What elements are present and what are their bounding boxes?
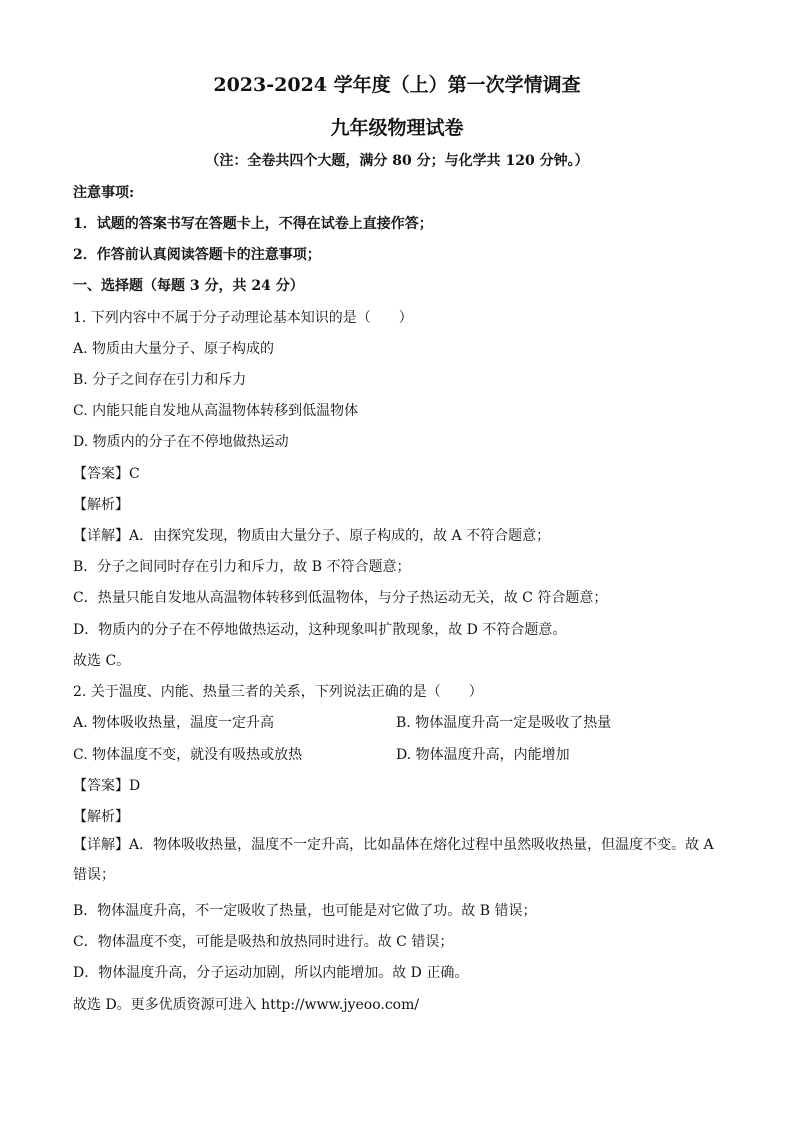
exam-note: （注：全卷共四个大题，满分 80 分；与化学共 120 分钟。） bbox=[205, 153, 589, 169]
q2-conclusion-line bbox=[73, 994, 419, 1014]
notice-item-1: 1．试题的答案书写在答题卡上，不得在试卷上直接作答； bbox=[73, 216, 433, 232]
q1-option-b: B. 分子之间存在引力和斥力 bbox=[73, 372, 247, 388]
q2-stem: 2. 关于温度、内能、热量三者的关系，下列说法正确的是（ ） bbox=[73, 684, 483, 700]
q1-conclusion: 故选 C。 bbox=[73, 653, 131, 669]
q2-option-c: C. 物体温度不变，就没有吸热或放热 bbox=[73, 747, 303, 763]
q1-stem: 1. 下列内容中不属于分子动理论基本知识的是（ ） bbox=[73, 310, 413, 326]
q2-answer: 【答案】D bbox=[73, 778, 141, 794]
q1-answer: 【答案】C bbox=[73, 466, 140, 482]
q2-detail-a: 【详解】A．物体吸收热量，温度不一定升高，比如晶体在熔化过程中虽然吸收热量，但温度不变。故 A 错误； bbox=[73, 837, 714, 883]
q1-detail-b: B．分子之间同时存在引力和斥力，故 B 不符合题意； bbox=[73, 559, 411, 575]
q1-option-d: D. 物质内的分子在不停地做热运动 bbox=[73, 434, 289, 450]
q1-option-c: C. 内能只能自发地从高温物体转移到低温物体 bbox=[73, 403, 359, 419]
q2-option-a: A. 物体吸收热量，温度一定升高 bbox=[73, 715, 275, 731]
q2-option-d: D. 物体温度升高，内能增加 bbox=[396, 747, 570, 763]
q2-detail-c: C．物体温度不变，可能是吸热和放热同时进行。故 C 错误； bbox=[73, 934, 454, 950]
q2-conclusion: 故选 D。更多优质资源可进入 bbox=[73, 997, 262, 1013]
q1-detail-c: C．热量只能自发地从高温物体转移到低温物体，与分子热运动无关，故 C 符合题意； bbox=[73, 590, 608, 606]
section-heading-choice: 一、选择题（每题 3 分，共 24 分） bbox=[73, 278, 304, 294]
q2-detail-b: B．物体温度升高，不一定吸收了热量，也可能是对它做了功。故 B 错误； bbox=[73, 903, 537, 919]
notice-heading: 注意事项: bbox=[73, 185, 135, 201]
q1-analysis-label: 【解析】 bbox=[73, 497, 129, 513]
exam-title: 2023-2024 学年度（上）第一次学情调查 bbox=[213, 74, 581, 96]
q1-detail-a: 【详解】A．由探究发现，物质由大量分子、原子构成的，故 A 不符合题意； bbox=[73, 528, 551, 544]
q2-option-b: B. 物体温度升高一定是吸收了热量 bbox=[396, 715, 612, 731]
notice-item-2: 2．作答前认真阅读答题卡的注意事项； bbox=[73, 247, 321, 263]
q2-detail-d: D．物体温度升高，分子运动加剧，所以内能增加。故 D 正确。 bbox=[73, 965, 469, 981]
q1-detail-d: D．物质内的分子在不停地做热运动，这种现象叫扩散现象，故 D 不符合题意。 bbox=[73, 622, 567, 638]
exam-subject-title: 九年级物理试卷 bbox=[330, 117, 464, 139]
q1-option-a: A. 物质由大量分子、原子构成的 bbox=[73, 341, 275, 357]
jyeoo-link[interactable]: http://www.jyeoo.com/ bbox=[261, 997, 420, 1013]
q2-analysis-label: 【解析】 bbox=[73, 809, 129, 825]
